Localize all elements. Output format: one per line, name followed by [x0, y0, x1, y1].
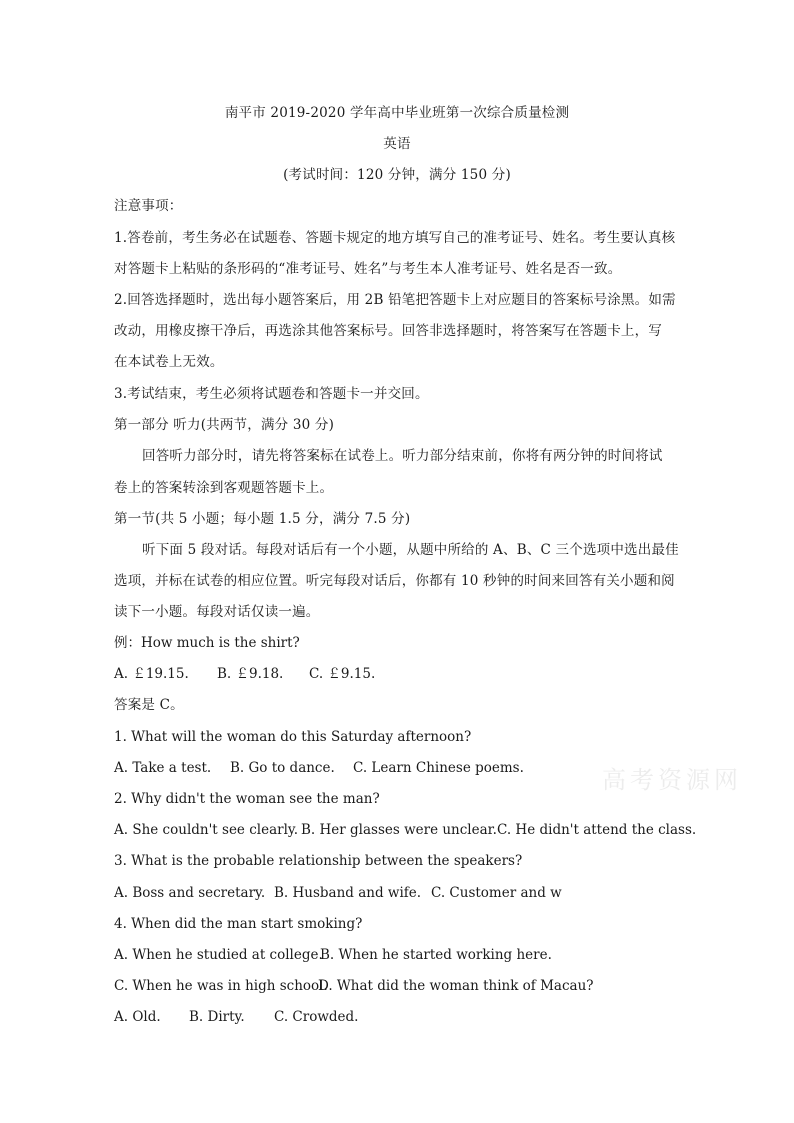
example-option-c: C. ￡9.15. [309, 666, 376, 682]
subject-title: 英语 [383, 136, 411, 152]
question-5: D. What did the woman think of Macau? [318, 978, 594, 994]
notice-item-1-line-2: 对答题卡上粘贴的条形码的“准考证号、姓名”与考生本人准考证号、姓名是否一致。 [114, 261, 622, 277]
question-1-option-b: B. Go to dance. [230, 760, 335, 776]
notice-item-2-line-1: 2.回答选择题时，选出每小题答案后，用 2B 铅笔把答题卡上对应题目的答案标号涂黑。如需 [114, 292, 676, 308]
question-4-option-b: B. When he started working here. [320, 947, 552, 963]
example-answer: 答案是 C。 [114, 697, 184, 713]
question-2-option-b: B. Her glasses were unclear. [301, 822, 497, 838]
notice-heading: 注意事项： [114, 198, 183, 214]
question-1: 1. What will the woman do this Saturday afternoon? [114, 729, 472, 745]
section1-intro-line-1: 听下面 5 段对话。每段对话后有一个小题，从题中所给的 A、B、C 三个选项中选出最佳 [142, 542, 679, 558]
example-question: 例：How much is the shirt? [114, 635, 300, 651]
question-1-option-a: A. Take a test. [114, 760, 212, 776]
notice-item-1-line-1: 1.答卷前，考生务必在试题卷、答题卡规定的地方填写自己的准考证号、姓名。考生要认真核 [114, 230, 676, 246]
question-4: 4. When did the man start smoking? [114, 916, 363, 932]
question-1-option-c: C. Learn Chinese poems. [353, 760, 524, 776]
example-option-b: B. ￡9.18. [217, 666, 284, 682]
section1-intro-line-2: 选项，并标在试卷的相应位置。听完每段对话后，你都有 10 秒钟的时间来回答有关小题和阅 [114, 573, 675, 589]
question-3-option-c: C. Customer and w [431, 885, 562, 901]
example-option-a: A. ￡19.15. [114, 666, 189, 682]
question-3-option-a: A. Boss and secretary. [114, 885, 266, 901]
exam-info: (考试时间：120 分钟，满分 150 分) [283, 167, 511, 183]
question-5-option-b: B. Dirty. [189, 1009, 245, 1025]
part1-intro-line-1: 回答听力部分时，请先将答案标在试卷上。听力部分结束前，你将有两分钟的时间将试 [142, 448, 663, 464]
section1-title: 第一节(共 5 小题；每小题 1.5 分，满分 7.5 分) [114, 511, 411, 527]
question-2-option-c: C. He didn't attend the class. [497, 822, 697, 838]
question-2: 2. Why didn't the woman see the man? [114, 791, 380, 807]
question-4-option-c: C. When he was in high school. [114, 978, 328, 994]
part1-intro-line-2: 卷上的答案转涂到客观题答题卡上。 [114, 480, 334, 496]
watermark: 高考资源网 [602, 766, 742, 794]
question-2-option-a: A. She couldn't see clearly. [114, 822, 299, 838]
question-5-option-c: C. Crowded. [274, 1009, 359, 1025]
question-5-option-a: A. Old. [114, 1009, 161, 1025]
notice-item-3: 3.考试结束，考生必须将试题卷和答题卡一并交回。 [114, 386, 429, 402]
question-3: 3. What is the probable relationship between the speakers? [114, 853, 523, 869]
part1-title: 第一部分 听力(共两节，满分 30 分) [114, 417, 335, 433]
exam-title: 南平市 2019-2020 学年高中毕业班第一次综合质量检测 [224, 105, 570, 121]
question-3-option-b: B. Husband and wife. [274, 885, 422, 901]
section1-intro-line-3: 读下一小题。每段对话仅读一遍。 [114, 604, 320, 620]
notice-item-2-line-2: 改动，用橡皮擦干净后，再选涂其他答案标号。回答非选择题时，将答案写在答题卡上，写 [114, 323, 662, 339]
question-4-option-a: A. When he studied at college. [114, 947, 323, 963]
notice-item-2-line-3: 在本试卷上无效。 [114, 354, 224, 370]
